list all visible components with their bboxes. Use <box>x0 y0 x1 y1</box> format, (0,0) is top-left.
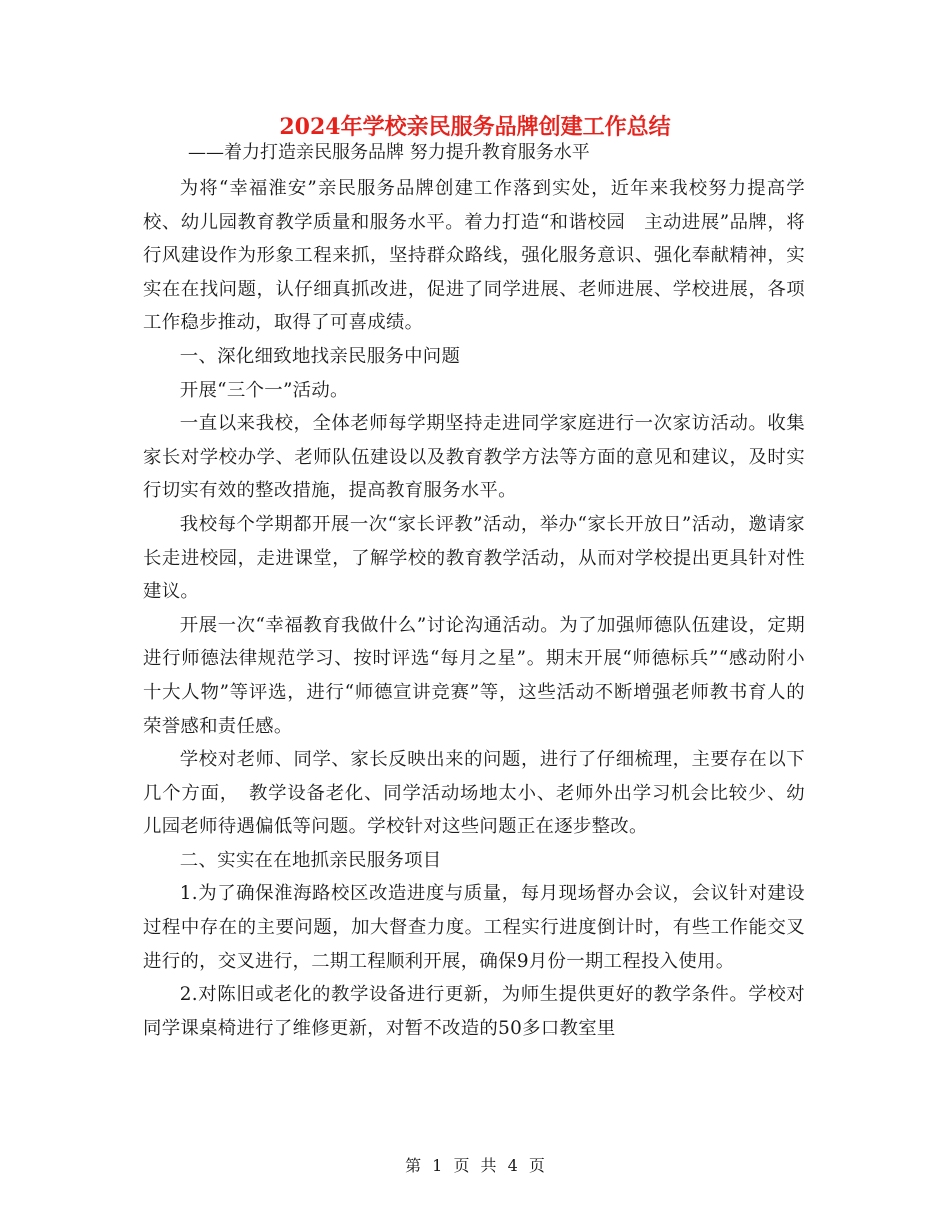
paragraph: 一直以来我校，全体老师每学期坚持走进同学家庭进行一次家访活动。收集家长对学校办学、老师队伍建设以及教育教学方法等方面的意见和建议，及时实行切实有效的整改措施，提高教育服务水平。 <box>143 413 805 502</box>
paragraph: 我校每个学期都开展一次“家长评教”活动，举办“家长开放日”活动，邀请家长走进校园，走进课堂，了解学校的教育教学活动，从而对学校提出更具针对性建议。 <box>143 513 805 603</box>
paragraph: 1.为了确保淮海路校区改造进度与质量，每月现场督办会议，会议针对建设过程中存在的主要问题，加大督查力度。工程实行进度倒计时，有些工作能交叉进行的，交叉进行，二期工程顺利开展，确保9月份一期工程投入使用。 <box>143 883 805 972</box>
paragraph: 2.对陈旧或老化的教学设备进行更新，为师生提供更好的教学条件。学校对同学课桌椅进行了维修更新，对暂不改造的50多口教室里 <box>143 984 805 1039</box>
paragraph-intro: 为将“幸福淮安”亲民服务品牌创建工作落到实处，近年来我校努力提高学校、幼儿园教育教学质量和服务水平。着力打造“和谐校园 主动进展”品牌，将行风建设作为形象工程来抓，坚持群众路线，强化服务意识、强化奉献精神，实实在在找问题，认仔细真抓改进，促进了同学进展、老师进展、学校进展，各项工作稳步推动，取得了可喜成绩。 <box>143 178 805 334</box>
paragraph: 学校对老师、同学、家长反映出来的问题，进行了仔细梳理，主要存在以下几个方面， 教学设备老化、同学活动场地太小、老师外出学习机会比较少、幼儿园老师待遇偏低等问题。学校针对这些问题正在逐步整改。 <box>143 749 805 838</box>
document-subtitle: ——着力打造亲民服务品牌 努力提升教育服务水平 <box>188 142 590 163</box>
page-number-footer: 第 1 页 共 4 页 <box>405 1156 545 1175</box>
section-heading-1: 一、深化细致地找亲民服务中问题 <box>179 345 461 367</box>
section-heading-2: 二、实实在在地抓亲民服务项目 <box>179 849 442 871</box>
document-title: 2024年学校亲民服务品牌创建工作总结 <box>279 114 671 140</box>
paragraph: 开展“三个一”活动。 <box>179 379 349 401</box>
document-body <box>143 172 805 1045</box>
paragraph: 开展一次“幸福教育我做什么”讨论沟通活动。为了加强师德队伍建设，定期进行师德法律规范学习、按时评选“每月之星”。期末开展“师德标兵”“感动附小十大人物”等评选，进行“师德宣讲竞赛”等，这些活动不断增强老师教书育人的荣誉感和责任感。 <box>143 614 805 737</box>
